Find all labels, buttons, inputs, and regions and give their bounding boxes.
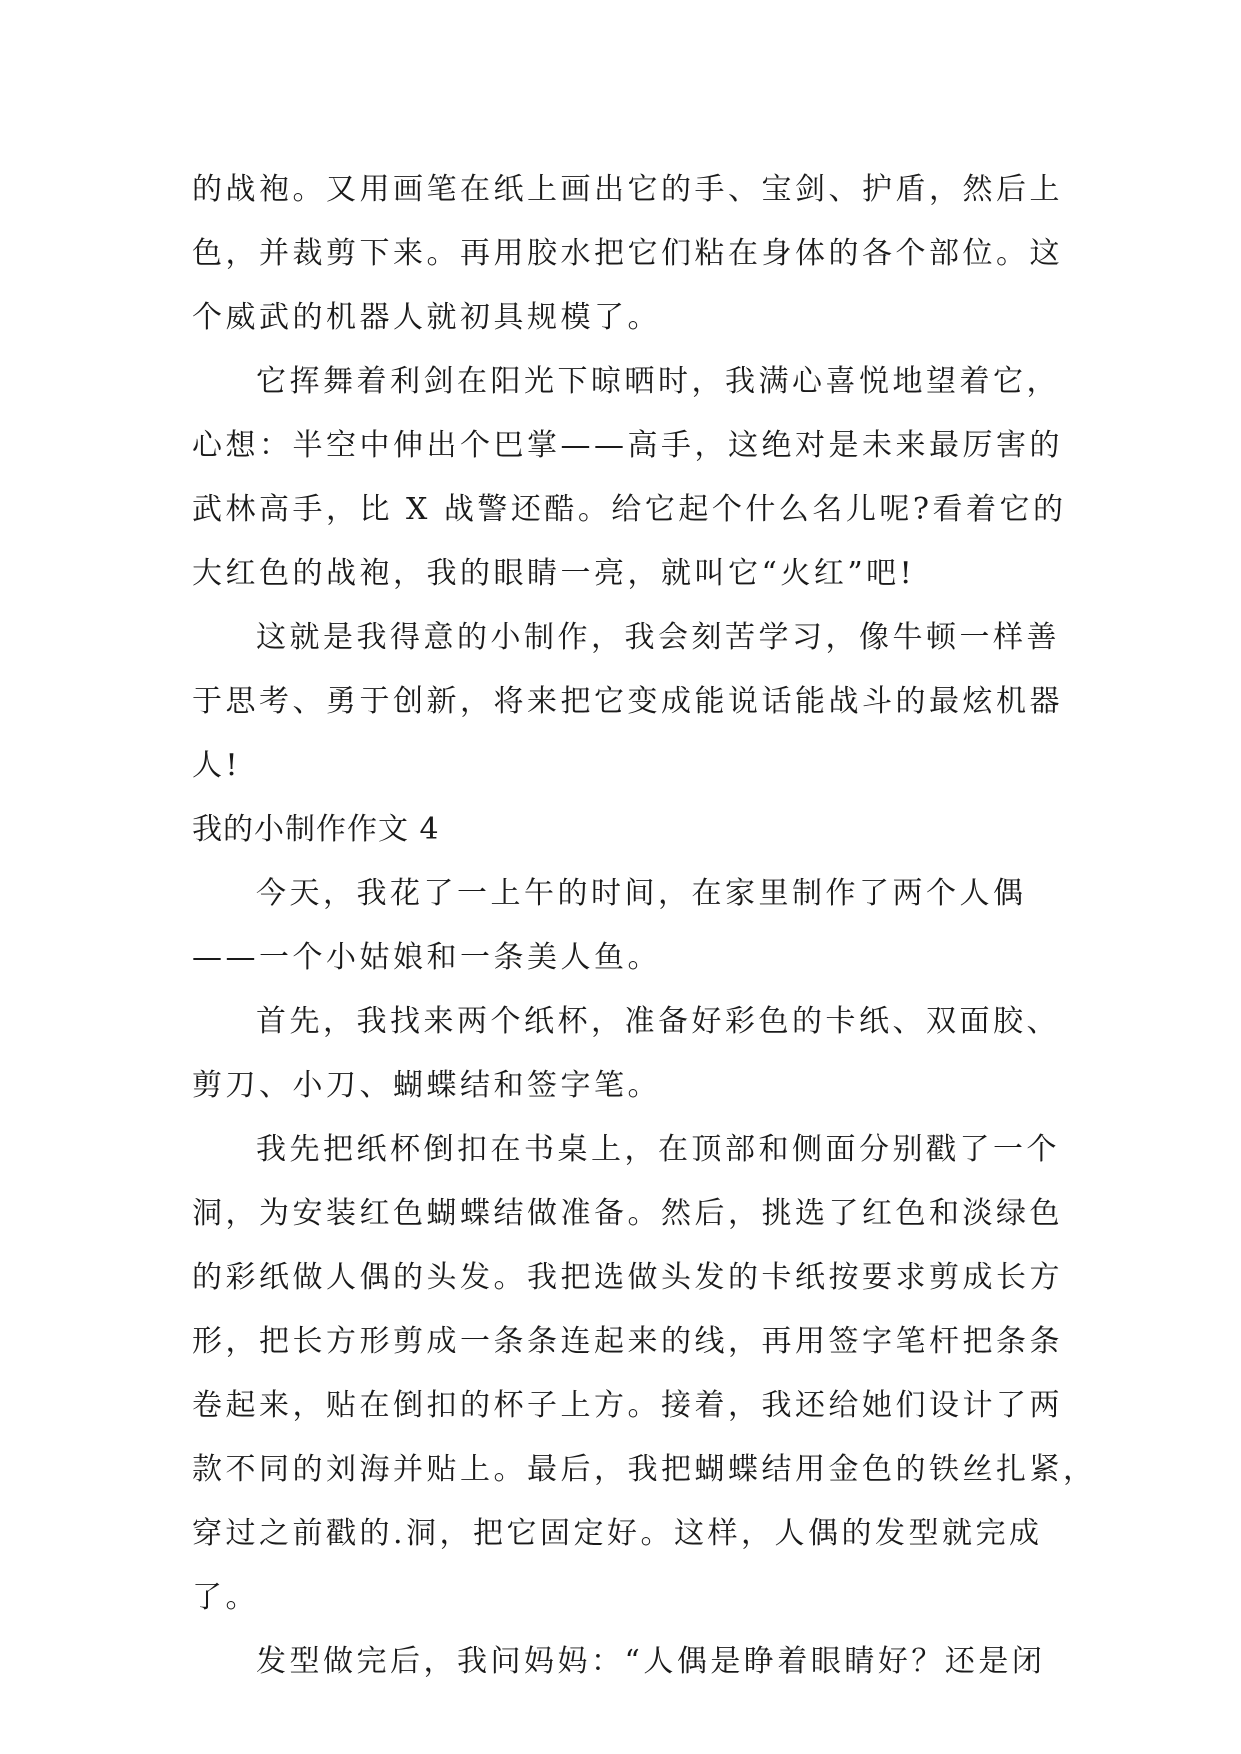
text-line: 卷起来，贴在倒扣的杯子上方。接着，我还给她们设计了两 — [192, 1388, 1063, 1423]
paragraph — [192, 606, 1063, 798]
paragraph — [192, 350, 1067, 606]
text-line: 个威武的机器人就初具规模了。 — [192, 300, 661, 335]
text-line: 洞，为安装红色蝴蝶结做准备。然后，挑选了红色和淡绿色 — [192, 1196, 1063, 1231]
text-line: 色，并裁剪下来。再用胶水把它们粘在身体的各个部位。这 — [192, 236, 1063, 271]
text-line: 款不同的刘海并贴上。最后，我把蝴蝶结用金色的铁丝扎紧， — [192, 1452, 1097, 1487]
text-line: 剪刀、小刀、蝴蝶结和签字笔。 — [192, 1068, 661, 1103]
paragraph — [192, 1118, 1097, 1630]
text-line: 发型做完后，我问妈妈：“人偶是睁着眼睛好？还是闭 — [256, 1644, 1046, 1679]
text-line: 我先把纸杯倒扣在书桌上，在顶部和侧面分别戳了一个 — [256, 1132, 1060, 1167]
text-line: 大红色的战袍，我的眼睛一亮，就叫它“火红”吧! — [192, 556, 916, 591]
paragraph — [192, 1630, 1052, 1694]
document-body — [192, 158, 1097, 1694]
text-line: 的战袍。又用画笔在纸上画出它的手、宝剑、护盾，然后上 — [192, 172, 1063, 207]
text-line: 穿过之前戳的.洞，把它固定好。这样，人偶的发型就完成 — [192, 1516, 1043, 1551]
text-line: 武林高手，比 X 战警还酷。给它起个什么名儿呢?看着它的 — [192, 492, 1067, 527]
text-line: 于思考、勇于创新，将来把它变成能说话能战斗的最炫机器 — [192, 684, 1063, 719]
text-line: 心想：半空中伸出个巴掌——高手，这绝对是未来最厉害的 — [192, 428, 1063, 463]
text-line: 它挥舞着利剑在阳光下晾晒时，我满心喜悦地望着它， — [256, 364, 1060, 399]
paragraph — [192, 862, 1052, 990]
paragraph — [192, 990, 1060, 1118]
text-line: 首先，我找来两个纸杯，准备好彩色的卡纸、双面胶、 — [256, 1004, 1060, 1039]
section-title — [192, 798, 1052, 862]
text-line: 了。 — [192, 1580, 259, 1615]
title-text: 我的小制作作文 4 — [192, 812, 440, 847]
text-line: 今天，我花了一上午的时间，在家里制作了两个人偶 — [256, 876, 1027, 911]
text-line: ——一个小姑娘和一条美人鱼。 — [192, 940, 661, 975]
text-line: 的彩纸做人偶的头发。我把选做头发的卡纸按要求剪成长方 — [192, 1260, 1063, 1295]
text-line: 形，把长方形剪成一条条连起来的线，再用签字笔杆把条条 — [192, 1324, 1063, 1359]
paragraph — [192, 158, 1063, 350]
text-line: 这就是我得意的小制作，我会刻苦学习，像牛顿一样善 — [256, 620, 1060, 655]
text-line: 人! — [192, 748, 242, 783]
